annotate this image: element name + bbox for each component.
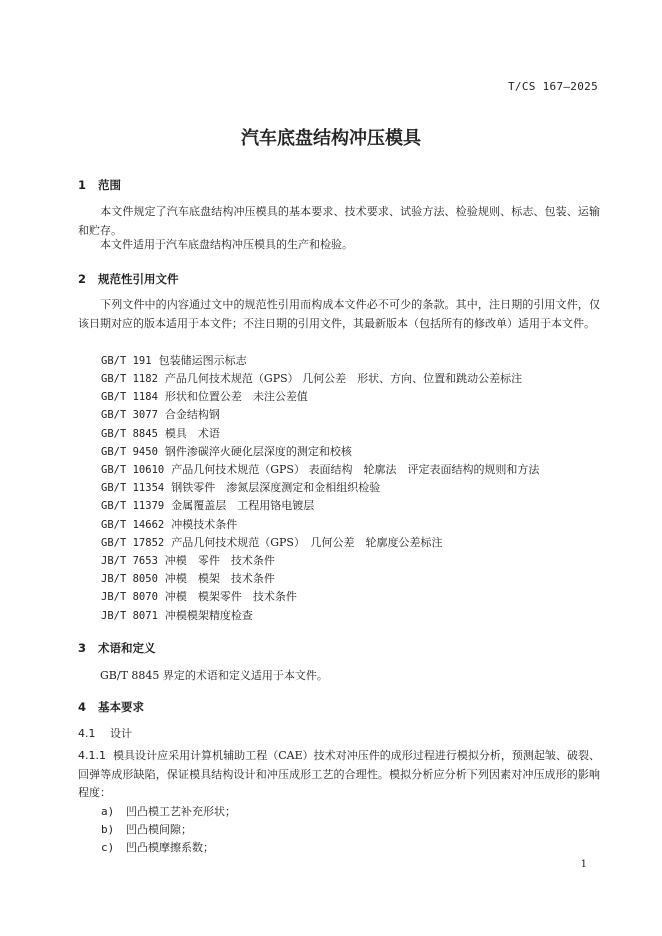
paragraph-text: GB/T 8845 界定的术语和定义适用于本文件。 [100, 669, 328, 682]
section-number: 2 [78, 272, 87, 286]
reference-title: 钢铁零件 渗氮层深度测定和金相组织检验 [171, 481, 381, 494]
reference-code: GB/T 8845 [101, 428, 158, 440]
reference-title: 冲模 模架 技术条件 [164, 572, 275, 585]
clause-text: 模具设计应采用计算机辅助工程（CAE）技术对冲压件的成形过程进行模拟分析，预测起皱、破裂、回弹等成形缺陷，保证模具结构设计和冲压成形工艺的合理性。模拟分析应分析下列因素对冲压成形的影响程度： [78, 749, 600, 799]
reference-item [101, 570, 275, 586]
paragraph-text: 下列文件中的内容通过文中的规范性引用而构成本文件必不可少的条款。其中，注日期的引用文件，仅该日期对应的版本适用于本文件；不注日期的引用文件，其最新版本（包括所有的修改单）适用于本文件。 [78, 298, 600, 330]
section-2-heading [78, 271, 179, 287]
reference-title: 金属覆盖层 工程用铬电镀层 [171, 499, 315, 512]
reference-code: GB/T 3077 [101, 409, 158, 421]
subsection-title: 设计 [110, 727, 132, 740]
reference-title: 冲模模架精度检查 [164, 609, 253, 622]
reference-title: 合金结构钢 [164, 408, 220, 421]
reference-item [101, 479, 380, 495]
reference-item [101, 425, 220, 441]
section-1-heading [78, 177, 121, 193]
reference-item [101, 388, 308, 404]
subsection-4-1-heading [78, 725, 132, 741]
reference-code: GB/T 14662 [101, 519, 165, 531]
section-3-paragraph-1 [78, 667, 600, 686]
section-1-paragraph-2 [78, 236, 600, 255]
reference-item [101, 352, 247, 368]
page-number: 1 [580, 859, 587, 870]
reference-item [101, 588, 297, 604]
reference-title: 产品几何技术规范（GPS） 表面结构 轮廓法 评定表面结构的规则和方法 [171, 463, 540, 476]
reference-item [101, 406, 220, 422]
reference-code: GB/T 17852 [101, 537, 165, 549]
reference-item [101, 516, 237, 532]
paragraph-text: 本文件规定了汽车底盘结构冲压模具的基本要求、技术要求、试验方法、检验规则、标志、包装、运输和贮存。 [78, 205, 600, 237]
reference-item [101, 443, 352, 459]
clause-4-1-1 [78, 747, 600, 803]
reference-code: GB/T 1184 [101, 391, 158, 403]
list-item [101, 821, 192, 837]
reference-item [101, 534, 442, 550]
section-title: 范围 [98, 178, 121, 192]
reference-code: GB/T 10610 [101, 464, 165, 476]
reference-code: JB/T 8050 [101, 573, 158, 585]
reference-code: JB/T 8070 [101, 591, 158, 603]
reference-item [101, 607, 253, 623]
reference-code: GB/T 1182 [101, 373, 158, 385]
reference-title: 产品几何技术规范（GPS） 几何公差 形状、方向、位置和跳动公差标注 [164, 372, 523, 385]
list-text: 凹凸模间隙； [126, 823, 192, 836]
list-text: 凹凸模工艺补充形状； [126, 805, 236, 818]
clause-number: 4.1.1 [78, 749, 106, 762]
list-label: a) [101, 805, 115, 818]
reference-title: 包装储运图示标志 [158, 354, 247, 367]
reference-title: 钢件渗碳淬火硬化层深度的测定和校核 [164, 445, 352, 458]
reference-code: GB/T 11379 [101, 500, 165, 512]
reference-item [101, 461, 539, 477]
subsection-number: 4.1 [78, 727, 96, 740]
list-text: 凹凸模摩擦系数； [126, 841, 214, 854]
document-title: 汽车底盘结构冲压模具 [241, 128, 421, 149]
reference-title: 产品几何技术规范（GPS） 几何公差 轮廓度公差标注 [171, 536, 443, 549]
list-label: b) [101, 823, 115, 836]
reference-item [101, 370, 522, 386]
reference-title: 模具 术语 [164, 427, 220, 440]
section-title: 规范性引用文件 [98, 272, 179, 286]
reference-code: GB/T 9450 [101, 446, 158, 458]
reference-title: 冲模技术条件 [171, 518, 238, 531]
reference-code: JB/T 8071 [101, 610, 158, 622]
reference-title: 形状和位置公差 未注公差值 [164, 390, 308, 403]
reference-code: GB/T 191 [101, 355, 152, 367]
section-number: 3 [78, 641, 87, 655]
section-1-paragraph-1 [78, 203, 600, 240]
standard-number: T/CS 167—2025 [508, 80, 598, 93]
reference-code: GB/T 11354 [101, 482, 165, 494]
reference-item [101, 552, 275, 568]
section-2-paragraph-1 [78, 296, 600, 333]
section-4-heading [78, 699, 144, 715]
section-number: 1 [78, 178, 87, 192]
section-number: 4 [78, 700, 87, 714]
reference-title: 冲模 模架零件 技术条件 [164, 590, 297, 603]
list-label: c) [101, 841, 115, 854]
reference-item [101, 497, 314, 513]
paragraph-text: 本文件适用于汽车底盘结构冲压模具的生产和检验。 [100, 238, 353, 251]
section-title: 术语和定义 [98, 641, 156, 655]
reference-code: JB/T 7653 [101, 555, 158, 567]
reference-title: 冲模 零件 技术条件 [164, 554, 275, 567]
list-item [101, 803, 236, 819]
section-3-heading [78, 640, 156, 656]
section-title: 基本要求 [98, 700, 144, 714]
list-item [101, 839, 214, 855]
